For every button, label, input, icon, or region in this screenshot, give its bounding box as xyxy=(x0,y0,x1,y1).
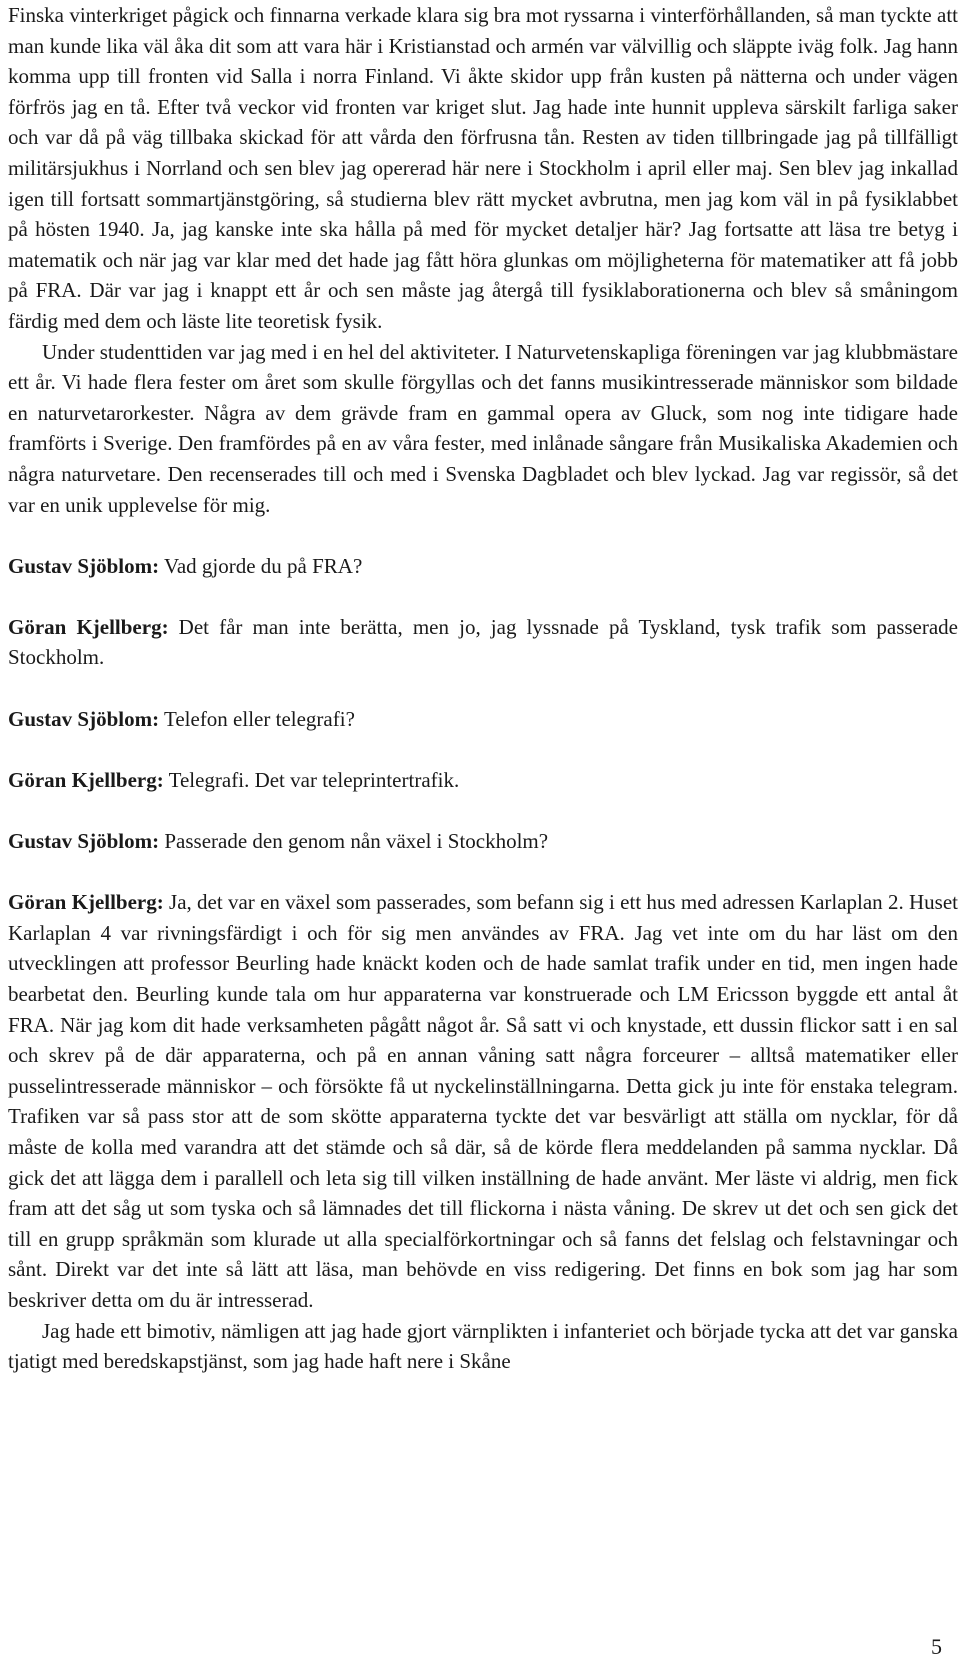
dialogue-text: Telegrafi. Det var teleprintertrafik. xyxy=(163,767,460,792)
speaker-name: Göran Kjellberg: xyxy=(8,890,164,915)
dialogue-text: Vad gjorde du på FRA? xyxy=(159,553,363,578)
speaker-name: Gustav Sjöblom: xyxy=(8,706,160,731)
dialogue-text: Det får man inte berätta, men jo, jag lyssnade på Tyskland, tysk trafik som passerade Stockholm. xyxy=(8,614,958,670)
intro-paragraph-2: Under studenttiden var jag med i en hel del aktiviteter. I Naturvetenskapliga föreningen var jag klubbmästare ett år. Vi hade flera fester om året som skulle förgyllas och det fanns musikintresserade människor som bildade en naturvetarorkester. Några av dem grävde fram en gammal opera av Gluck, som nog inte tidigare hade framförts i Sverige. Den framfördes på en av våra fester, med inlånade sångare från Musikaliska Akademien och några naturvetare. Den recenserades till och med i Svenska Dagbladet och blev lyckad. Jag var regissör, så det var en unik upplevelse för mig. xyxy=(8,339,958,517)
closing-paragraph: Jag hade ett bimotiv, nämligen att jag hade gjort värnplikten i infanteriet och började tycka att det var ganska tjatigt med beredskapstjänst, som jag hade haft nere i Skåne xyxy=(8,1318,958,1374)
speaker-name: Göran Kjellberg: xyxy=(8,767,164,792)
page-number: 5 xyxy=(931,1634,942,1659)
dialogue-entry xyxy=(8,826,958,857)
speaker-name: Gustav Sjöblom: xyxy=(8,553,160,578)
dialogue-text: Ja, det var en växel som passerades, som befann sig i ett hus med adressen Karlaplan 2. Huset Karlaplan 4 var rivningsfärdigt i och för sig men användes av FRA. Jag vet inte om du har läst om den utvecklingen att professor Beurling hade knäckt koden och de hade samlat trafik under en tid, men ingen hade bearbetat den. Beurling kunde tala om hur apparaterna var konstruerade och LM Ericsson byggde ett antal åt FRA. När jag kom dit hade verksamheten pågått något år. Så satt vi och knystade, ett dussin flickor satt i en sal och skrev på de där apparaterna, och på en annan våning satt några forceurer – alltså matematiker eller pusselintresserade människor – och försökte få ut nyckelinställningarna. Detta gick ju inte för enstaka telegram. Trafiken var så pass stor att de som skötte apparaterna tyckte det var besvärligt att ställa om nycklar, för då måste de kolla med varandra att det stämde och så där, så de körde flera meddelanden på samma nycklar. Då gick det att lägga dem i parallell och leta sig till vilken inställning de hade använt. Mer läste vi aldrig, men fick fram att det såg ut som tyska och så lämnades det till flickorna i nästa våning. De skrev ut det och sen gick det till en grupp språkmän som klurade ut alla specialförkortningar och så fanns det felslag och felstavningar och sånt. Direkt var det inte så lätt att läsa, man behövde en viss redigering. Det finns en bok som jag har som beskriver detta om du är intresserad. xyxy=(8,890,958,1312)
dialogue-entry xyxy=(8,612,958,673)
document-page xyxy=(8,0,958,1377)
dialogue-entry xyxy=(8,704,958,735)
intro-paragraph-1: Finska vinterkriget pågick och finnarna verkade klara sig bra mot ryssarna i vinterförhållanden, så man tyckte att man kunde lika väl åka dit som att vara här i Kristianstad och armén var välvillig och släppte iväg folk. Jag hann komma upp till fronten vid Salla i norra Finland. Vi åkte skidor upp från kusten på nätterna och under vägen förfrös jag en tå. Efter två veckor vid fronten var kriget slut. Jag hade inte hunnit uppleva särskilt farliga saker och var då på väg tillbaka skickad för att vårda den förfrusna tån. Resten av tiden tillbringade jag på tillfälligt militärsjukhus i Norrland och sen blev jag opererad här nere i Stockholm i april eller maj. Sen blev jag inkallad igen till fortsatt sommartjänstgöring, så studierna blev rätt mycket avbrutna, men jag kom väl in på fysiklabbet på hösten 1940. Ja, jag kanske inte ska hålla på med för mycket detaljer här? Jag fortsatte att läsa tre betyg i matematik och när jag var klar med det hade jag fått höra glunkas om möjligheterna för matematiker att få jobb på FRA. Där var jag i knappt ett år och sen måste jag återgå till fysiklaborationerna och blev så småningom färdig med dem och läste lite teoretisk fysik. xyxy=(8,3,958,333)
speaker-name: Gustav Sjöblom: xyxy=(8,829,160,854)
dialogue-entry xyxy=(8,765,958,796)
speaker-name: Göran Kjellberg: xyxy=(8,614,169,639)
dialogue-text: Telefon eller telegrafi? xyxy=(159,706,355,731)
dialogue-entry xyxy=(8,551,958,582)
dialogue-text: Passerade den genom nån växel i Stockholm? xyxy=(159,829,549,854)
dialogue-entry xyxy=(8,887,958,1315)
